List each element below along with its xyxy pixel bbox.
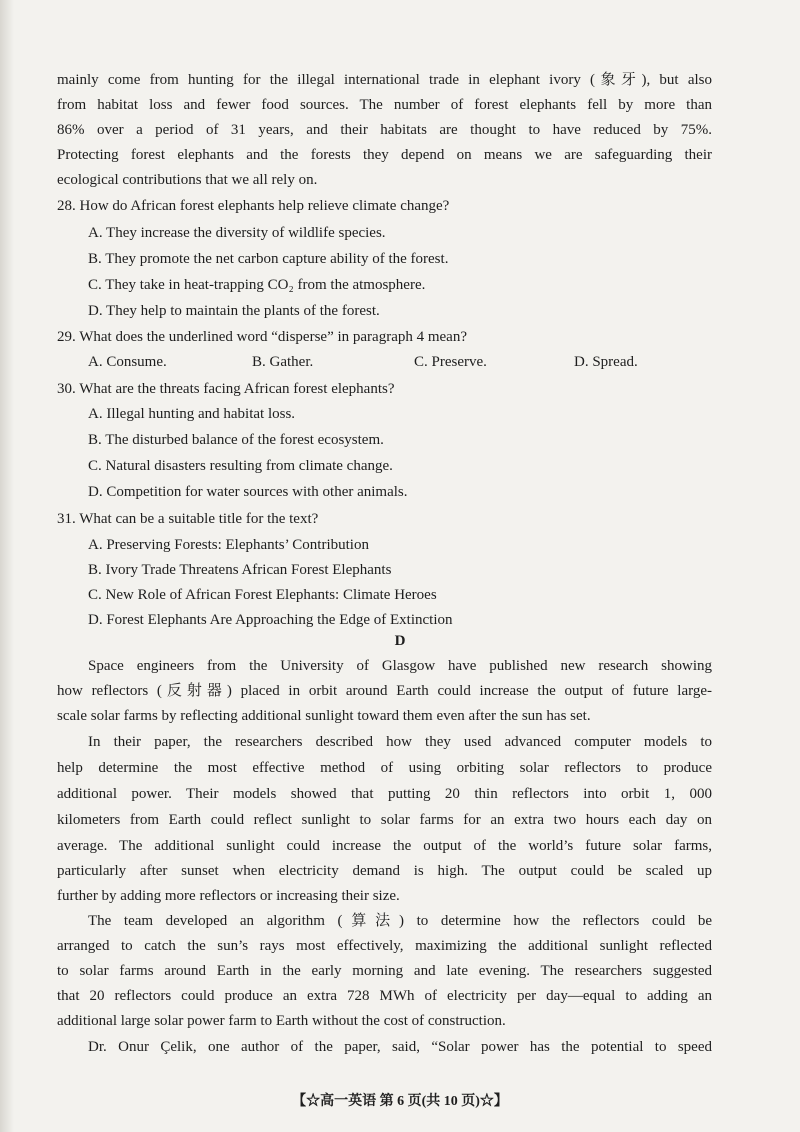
option-d: D. Spread. [574,354,638,370]
text-line: particularly after sunset when electricity demand is high. The output could be scaled up [57,863,712,879]
text-line: to solar farms around Earth in the early morning and late evening. The researchers suggested [57,963,712,979]
option-d: D. Forest Elephants Are Approaching the Edge of Extinction [88,612,453,628]
text-line: how reflectors (反射器) placed in orbit around Earth could increase the output of future large- [57,683,712,699]
text-line: Dr. Onur Çelik, one author of the paper, said, “Solar power has the potential to speed [88,1039,712,1055]
option-a: A. They increase the diversity of wildlife species. [88,225,386,241]
text-line: The team developed an algorithm (算法) to determine how the reflectors could be [88,913,712,929]
scan-edge-shadow [0,0,14,1132]
option-c: C. They take in heat-trapping CO₂ from the atmosphere. [88,277,426,293]
text-line: 86% over a period of 31 years, and their habitats are thought to have reduced by 75%. [57,122,712,138]
section-heading: D [394,633,406,649]
question-stem: 28. How do African forest elephants help relieve climate change? [57,198,450,214]
text-line: kilometers from Earth could reflect sunlight to solar farms for an extra two hours each day on [57,812,712,828]
option-b: B. Gather. [252,354,314,370]
text-line: ecological contributions that we all rely on. [57,172,318,188]
text-line: mainly come from hunting for the illegal international trade in elephant ivory (象牙), but also [57,72,712,88]
text-line: additional large solar power farm to Earth without the cost of construction. [57,1013,506,1029]
option-c: C. Natural disasters resulting from climate change. [88,458,393,474]
text-line: average. The additional sunlight could increase the output of the world’s future solar farms, [57,838,712,854]
option-c: C. Preserve. [414,354,487,370]
text-line: arranged to catch the sun’s rays most effectively, maximizing the additional sunlight reflected [57,938,712,954]
option-b: B. Ivory Trade Threatens African Forest Elephants [88,562,392,578]
text-line: Space engineers from the University of Glasgow have published new research showing [88,658,712,674]
text-line: Protecting forest elephants and the forests they depend on means we are safeguarding their [57,147,712,163]
option-a: A. Consume. [88,354,167,370]
page-footer: 【☆高一英语 第 6 页(共 10 页)☆】 [292,1094,508,1109]
text-line: scale solar farms by reflecting additional sunlight toward them even after the sun has set. [57,708,591,724]
text-line: that 20 reflectors could produce an extra 728 MWh of electricity per day—equal to adding an [57,988,712,1004]
option-b: B. They promote the net carbon capture ability of the forest. [88,251,449,267]
question-stem: 31. What can be a suitable title for the text? [57,511,319,527]
option-a: A. Illegal hunting and habitat loss. [88,406,296,422]
text-line: from habitat loss and fewer food sources. The number of forest elephants fell by more than [57,97,712,113]
question-stem: 30. What are the threats facing African forest elephants? [57,381,395,397]
text-line: In their paper, the researchers described how they used advanced computer models to [88,734,712,750]
option-b: B. The disturbed balance of the forest ecosystem. [88,432,384,448]
text-line: help determine the most effective method of using orbiting solar reflectors to produce [57,760,712,776]
text-line: additional power. Their models showed that putting 20 thin reflectors into orbit 1, 000 [57,786,712,802]
option-a: A. Preserving Forests: Elephants’ Contribution [88,537,369,553]
option-c: C. New Role of African Forest Elephants: Climate Heroes [88,587,437,603]
option-d: D. They help to maintain the plants of the forest. [88,303,380,319]
question-stem: 29. What does the underlined word “disperse” in paragraph 4 mean? [57,329,467,345]
text-line: further by adding more reflectors or increasing their size. [57,888,400,904]
option-d: D. Competition for water sources with other animals. [88,484,408,500]
